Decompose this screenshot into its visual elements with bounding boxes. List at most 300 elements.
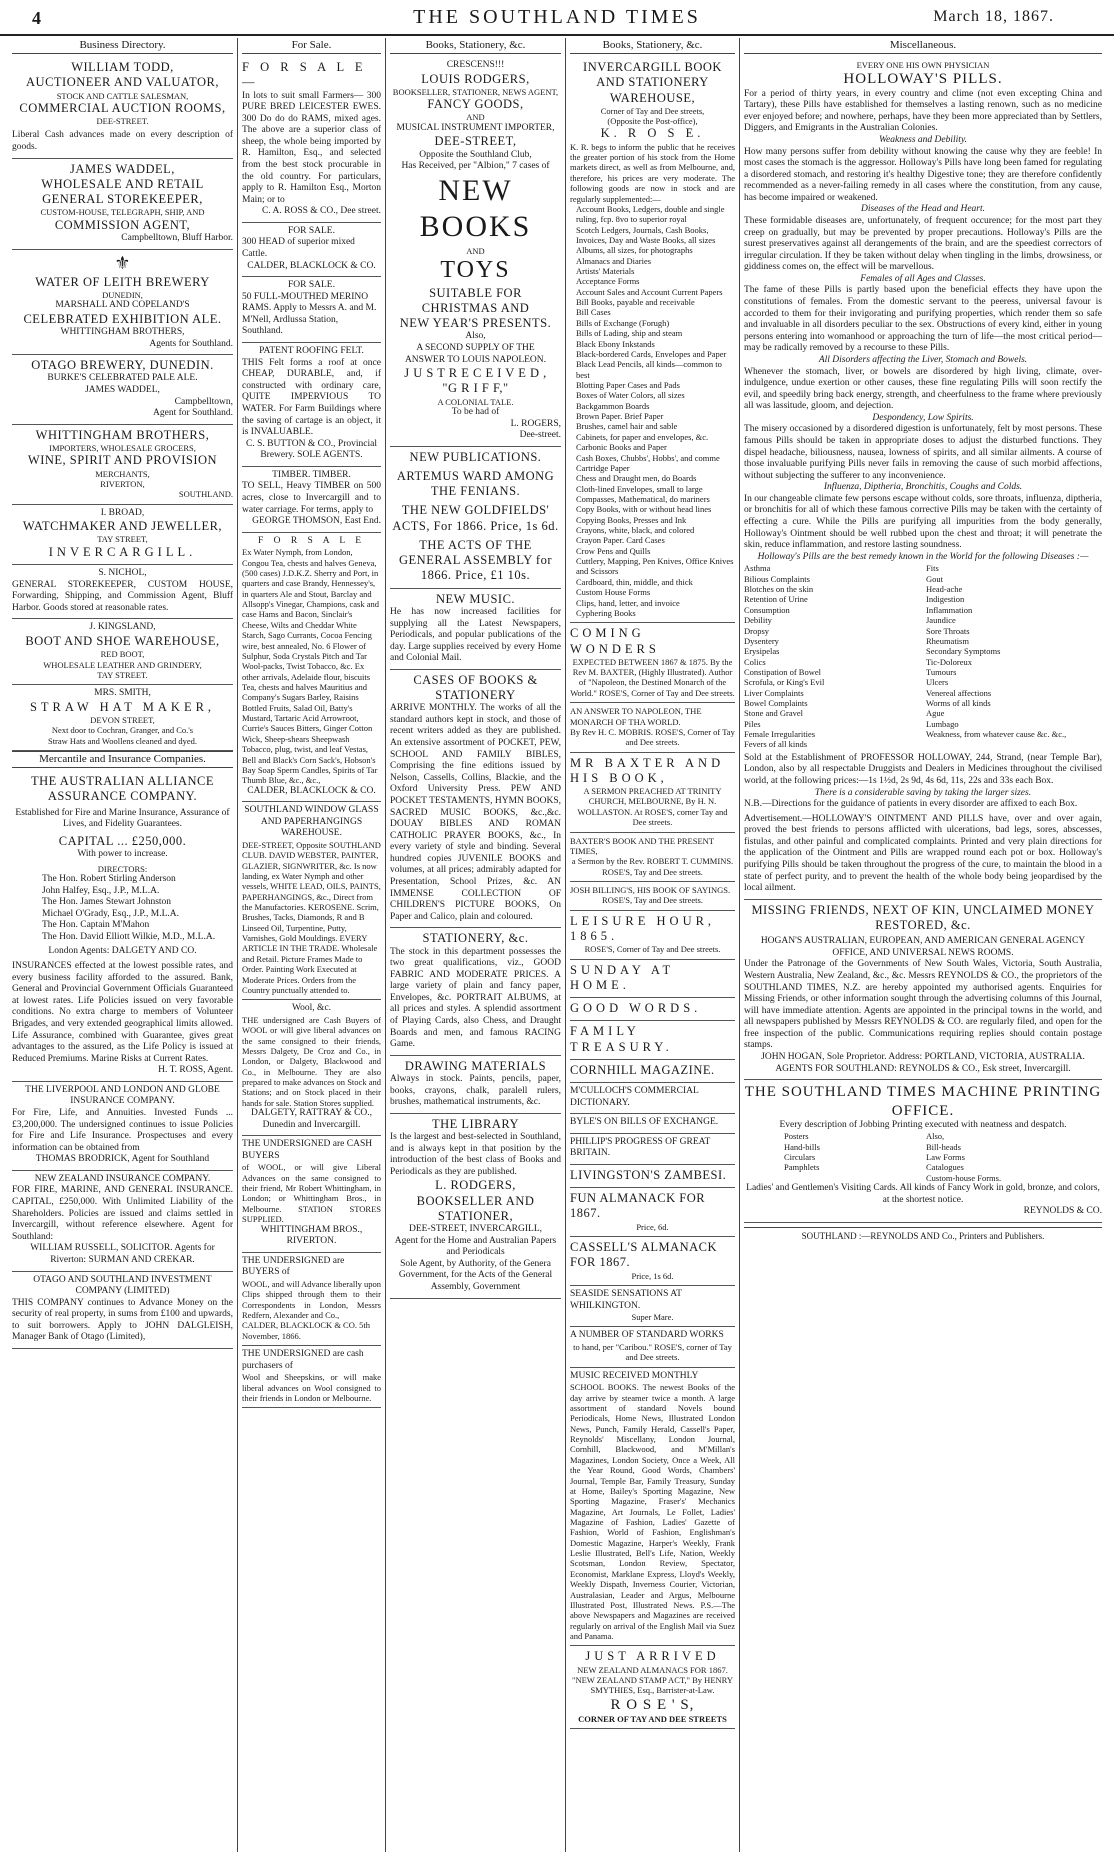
list-item: Brushes, camel hair and sable (576, 421, 678, 432)
list-item: Sore Throats (926, 625, 970, 636)
diseases-table (744, 563, 1102, 749)
ad-mcullochs-dictionary: M'CULLOCH'S COMMERCIAL DICTIONARY. (570, 1083, 735, 1114)
ad-line: K. R O S E. (600, 126, 705, 141)
ad-body: ARRIVE MONTHLY. The works of all the standard authors kept in stock, and those of recent writers added as they are published. An extensive assortment of POCKET, PEW, SCHOOL AND FAMILY BIBLES, Comprising the fine editions issued by Nelson, Cassells, Collins, Blackie, and the Oxford University Press. PEW AND POCKET TESTAMENTS, HYMN BOOKS, SACRED MUSIC BOOKS, &c.,&c. DOUAY BIBLES AND ROMAN CATHOLIC PRAYER BOOKS, &c., In every variety of style and binding. Several hundred copies JUVENILE BOOKS and volumes, at all prices; admirably adapted for Presentation, School Prizes, &c. AN IMMENSE COLLECTION OF CHILDREN'S PICTURE BOOKS, On Paper and Calico, plain and coloured. (390, 703, 561, 922)
column-books-1 (386, 38, 566, 1852)
list-item: Scrofula, or King's Evil (744, 677, 825, 688)
column-heading: For Sale. (242, 38, 381, 54)
ad-title: CASES OF BOOKS & STATIONERY (413, 672, 538, 703)
ad-line: SOUTHLAND. (178, 489, 233, 500)
ad-family-treasury: FAMILY TREASURY. (570, 1021, 735, 1060)
ad-line: (Opposite the Post-office), (607, 116, 698, 127)
ad-line: Next door to Cochran, Granger, and Co.'s (51, 725, 194, 736)
subheading: Holloway's Pills are the best remedy known in the World for the following Diseases :— (757, 551, 1089, 562)
list-item: Cardboard, thin, middle, and thick (576, 576, 693, 587)
ad-title: NEW ZEALAND INSURANCE COMPANY. (34, 1173, 211, 1184)
list-item: Bills of Exchange (Forugh) (576, 317, 670, 328)
ad-body: By Rev H. C. MOBRIS. ROSE'S, Corner of Tay and Dee streets. (570, 726, 735, 748)
ad-line: Agent for the Home and Australian Papers and Periodicals (394, 1235, 557, 1258)
ad-line: ARTEMUS WARD AMONG THE FENIANS. (396, 468, 555, 499)
ad-line: L. ROGERS, (510, 418, 561, 429)
list-item: Worms of all kinds (926, 698, 991, 709)
ad-line: LOUIS RODGERS, (421, 71, 530, 86)
ad-baxters-book (570, 833, 735, 882)
ad-line: WHITTINGHAM BROTHERS, (60, 326, 185, 337)
ad-body: DEE-STREET, Opposite SOUTHLAND CLUB. DAVID WEBSTER, PAINTER, GLAZIER, SIGNWRITER, &c. Is now landing, ex Water Nymph and other vessels, WHITE LEAD, OILS, PAINTS, PAPERHANGINGS, &c., Direct from the Manufactories. KEROSENE. Scrim, Brushes, Tacks, Diamonds, R and B Linseed Oil, Turpentine, Putty, Varnishes, Gold Mouldings. EVERY ARTICLE IN THE TRADE. Wholesale and Retail. Picture Frames Made to Order. Painting Work Executed at Moderate Prices. Orders from the Country punctually attended to. (242, 839, 381, 995)
list-item: Bill-heads (926, 1141, 961, 1152)
ad-line: MUSICAL INSTRUMENT IMPORTER, (396, 122, 555, 133)
ad-title: CASSELL'S ALMANACK FOR 1867. (570, 1240, 718, 1270)
ad-josh-billings (570, 882, 735, 911)
list-item: Ague (926, 708, 945, 719)
ad-body: of WOOL, or will give Liberal Advances on the same consigned to their friend, Mr Robert Whittingham, in London; or Whittingham Bros., in Melbourne. STATION STORES SUPPLIED. (242, 1162, 381, 1225)
column-for-sale (238, 38, 386, 1852)
ad-body: WOOL, and will Advance liberally upon Clips shipped through them to their Correspondents in London, Messrs Redfern, Alexander and Co., (242, 1278, 381, 1320)
ad-body: Is the largest and best-selected in Southland, and is always kept in that position by the introduction of the best class of Books and Periodicals as they are published. (390, 1131, 561, 1177)
list-item: Gout (926, 573, 943, 584)
list-item: Copying Books, Presses and Ink (576, 514, 687, 525)
ad-line: DUNEDIN, (102, 289, 143, 300)
list-item: Circulars (784, 1152, 816, 1163)
ad-body: FOR FIRE, MARINE, AND GENERAL INSURANCE. CAPITAL, £250,000. With Unlimited Liability of the Shareholders. Policies are issued and claims settled in Invercargill, without reference elsewhere. Agent for Southland: (12, 1185, 233, 1242)
list-item: Brown Paper. Brief Paper (576, 411, 664, 422)
ad-title: MISSING FRIENDS, NEXT OF KIN, UNCLAIMED MONEY RESTORED, &c. (751, 902, 1095, 933)
ad-line: WHOLESALE LEATHER AND GRINDERY, (43, 659, 202, 670)
ad-louis-rodgers (390, 57, 561, 447)
ad-signature: WILLIAM RUSSELL, SOLICITOR. Agents for Riverton: SURMAN AND CREKAR. (30, 1243, 215, 1265)
ad-title: WHITTINGHAM BROTHERS, (35, 427, 210, 442)
list-item: Account Books, Ledgers, double and single ruling, fcp. 8vo to superior royal (576, 203, 725, 225)
list-item: Constipation of Bowel (744, 666, 821, 677)
ad-title: HOLLOWAY'S PILLS. (843, 71, 1003, 88)
list-item: Jaundice (926, 615, 956, 626)
ad-body: For Fire, Life, and Annuities. Invested Funds ... £3,200,000. The undersigned continues to issue Policies for Fire and Life Insurance. Prospectuses and every information can be obtained from (12, 1108, 233, 1153)
ad-body: N.B.—Directions for the guidance of patients in every disorder are affixed to each Box. (744, 799, 1078, 810)
ad-body: Established for Fire and Marine Insurance, Assurance of Lives, and Fidelity Guarantees. (15, 807, 230, 830)
ad-line: Dee-street. (519, 430, 561, 441)
ad-mrs-smith (12, 685, 233, 751)
ad-coming-wonders (570, 623, 735, 703)
list-item: Cabinets, for paper and envelopes, &c. (576, 431, 709, 442)
ad-body: In our changeable climate few persons escape without colds, sore throats, influenza, diptheria, or bronchitis for all of which these famous corrective Pills may be taken with the certainty of effecting a cure. While the Pills are purifying all impurities from the body generally, Holloway's Ointment should be well rubbed upon the chest and throat; it will penetrate the skin, reduce inflammation, and restore lasting soundness. (744, 493, 1102, 551)
ad-body: ROSE'S, Tay and Dee streets. (602, 895, 703, 906)
ad-line: THE ACTS OF THE GENERAL ASSEMBLY for 1866. Price, £1 10s. (399, 537, 552, 583)
ad-title: COMING WONDERS (570, 626, 660, 656)
column-heading: Books, Stationery, &c. (570, 38, 735, 54)
director-name: The Hon. Captain M'Mahon (42, 920, 150, 931)
ad-body: A SERMON PREACHED AT TRINITY CHURCH, MELBOURNE, By H. N. WOLLASTON. At ROSE'S, corner Tay and Dee streets. (577, 786, 728, 828)
ad-the-library (390, 1114, 561, 1299)
list-item: Cartridge Paper (576, 462, 630, 473)
ad-for-sale-goods (242, 533, 381, 802)
list-item: Crayons, white, black, and colored (576, 525, 695, 536)
ad-sunday-at-home: SUNDAY AT HOME. (570, 960, 735, 999)
ad-note: There is a considerable saving by taking the larger sizes. (814, 787, 1032, 798)
ad-line: RED BOOT, (100, 649, 145, 660)
ad-title: BAXTER'S BOOK AND THE PRESENT TIMES, (570, 835, 714, 856)
ad-answer-to-napoleon (570, 703, 735, 752)
list-item: Piles (744, 718, 761, 729)
capital-line: CAPITAL ... £250,000. (58, 833, 187, 848)
ad-title: NEW PUBLICATIONS. (409, 449, 542, 464)
ad-body: THIS COMPANY continues to Advance Money on the security of real property, in sums from £100 and upwards, to suit borrowers. Apply to JOHN DALGLEISH, Manager Bank of Otago (Limited), (12, 1297, 233, 1343)
list-item: Almanacs and Diaries (576, 255, 652, 266)
ad-line: TAY STREET. (97, 669, 148, 680)
ad-window-glass (242, 802, 381, 1000)
ad-title: MR BAXTER AND HIS BOOK, (570, 755, 725, 785)
director-name: Michael O'Grady, Esq., J.P., M.L.A. (42, 908, 179, 919)
ad-invercargill-book-warehouse (570, 57, 735, 623)
ad-title: NEW MUSIC. (435, 591, 516, 606)
list-item: Pamphlets (784, 1162, 820, 1173)
ad-holloways-pills (744, 57, 1102, 900)
ad-title: THE UNDERSIGNED are BUYERS of (242, 1255, 345, 1278)
ad-title: LEISURE HOUR, 1865. (570, 913, 716, 943)
ad-otago-brewery (12, 355, 233, 425)
ad-line: FANCY GOODS, (427, 97, 524, 112)
page-number: 4 (32, 8, 41, 28)
column-miscellaneous (740, 38, 1106, 1852)
ad-whittingham-brothers (12, 425, 233, 505)
ad-body: K. R. begs to inform the public that he receives the greater portion of his stock from the Home markets direct, as well as from Melbourne, and, therefore, his prices are very moderate. The following goods are now in stock and are regularly supplemented:— (570, 141, 735, 204)
ad-s-nichol (12, 565, 233, 619)
ad-body: How many persons suffer from debility without knowing the cause why they are feeble! In most cases the stomach is the aggressor. Holloway's Pills have long been famed for regulating a disordered stomach, and restoring it's healthy Digestive tone; they are therefore confidently recommended as a never-failing remedy in all cases where the constitution, from any cause, has become impaired or weakened. (744, 146, 1102, 203)
ad-wool-dalgety (242, 1000, 381, 1136)
ad-signature: JOHN HOGAN, Sole Proprietor. Address: PORTLAND, VICTORIA, AUSTRALIA. AGENTS FOR SOUTHLAND: REYNOLDS & CO., Esk street, Invercargill. (761, 1052, 1085, 1074)
capital-note: With power to increase. (77, 849, 168, 860)
ad-body: These formidable diseases are, unfortunately, of frequent occurence; for the most part they creep on gradually, but may be prevented by proper precautions. Holloway's Pills are the surest preservatives against all derangements of the brain, and are the speediest correctors of irregular circulation. If they be taken without delay when tingling in the limbs, drowsiness, or giddiness comes on, the effect will be marvellous. (744, 216, 1102, 273)
ad-line: IMPORTERS, WHOLESALE GROCERS, (49, 442, 196, 453)
ad-line: Corner of Tay and Dee streets, (600, 105, 705, 116)
ad-signature: H. T. ROSS, Agent. (158, 1065, 233, 1076)
list-item: Dysentery (744, 635, 779, 646)
ad-line: COMMERCIAL AUCTION ROOMS, (19, 100, 226, 115)
list-item: Crow Pens and Quills (576, 545, 651, 556)
ad-signature: CALDER, BLACKLOCK & CO. (247, 785, 376, 796)
ad-title: Wool, &c. (291, 1003, 332, 1014)
ad-line: DEE-STREET, INVERCARGILL, (408, 1224, 543, 1235)
list-item: Albums, all sizes, for photographs (576, 245, 693, 256)
list-item: Bilious Complaints (744, 573, 810, 584)
ad-title: WILLIAM TODD, (71, 60, 174, 74)
ad-line: Also, (465, 331, 486, 342)
ad-title: STATIONERY, &c. (422, 931, 529, 946)
ad-body: Advertisement.—HOLLOWAY'S OINTMENT AND PILLS have, over and over again, proved the best friends to persons afflicted with ulcerations, bad legs, sores, abscesses, fistulas, and other painful and complicated complaints. Printed and very plain directions for the application of the Ointment and Pills are wrapped round each pot or box. Holloway's purifying Pills should be taken throughout the progress of the cure, to maintain the blood in a state of perfect purity, and to prevent the health of the whole body being jeopardised by the local ailment. (744, 813, 1102, 894)
ad-nz-insurance (12, 1171, 233, 1272)
ad-line: CELEBRATED EXHIBITION ALE. (23, 311, 222, 326)
ad-title: J. KINGSLAND, (89, 622, 156, 633)
ad-body: Always in stock. Paints, pencils, paper, books, crayons, chalk, paralell rulers, brushes, mathematical instruments, &c. (390, 1074, 561, 1108)
ad-subtitle: HOGAN'S AUSTRALIAN, EUROPEAN, AND AMERICAN GENERAL AGENCY OFFICE, AND UNIVERSAL NEWS ROOMS. (760, 936, 1086, 958)
list-item: Crayon Paper. Card Cases (576, 535, 665, 546)
ad-body: Liberal Cash advances made on every description of goods. (12, 130, 233, 153)
ad-title: INVERCARGILL BOOK AND STATIONERY WAREHOUSE, (583, 60, 722, 105)
ad-title: SEASIDE SENSATIONS AT WHILKINGTON. (570, 1288, 682, 1311)
list-item: Bowel Complaints (744, 698, 808, 709)
ad-body: For a period of thirty years, in every country and clime (not even excepting China and Tartary), these Pills have established for themselves a lasting renown, such as no medicine ever enjoyed before; and nowhere, perhaps, have they been more appreciated than by Settlers, Diggers, and Emigrants in the Australian Colonies. (744, 88, 1102, 134)
subheading: All Disorders affecting the Liver, Stomach and Bowels. (818, 354, 1028, 365)
ad-water-of-leith (12, 250, 233, 356)
ad-new-music (390, 589, 561, 670)
ad-line: To be had of (451, 406, 500, 417)
ad-body: In lots to suit small Farmers— 300 PURE BRED LEICESTER EWES. 300 Do do do RAMS, mixed ages. The above are a superior class of sheep, the whole being imported by R. Hamilton, Esq., and selected from the best stock procurable in the old country. For particulars, apply to R. Hamilton Esq., Morton Main; or to (242, 90, 381, 205)
ad-missing-friends (744, 900, 1102, 1080)
subheading: Despondency, Low Spirits. (872, 412, 974, 423)
ad-body: a Sermon by the Rev. ROBERT T. CUMMINS. ROSE'S, Tay and Dee streets. (571, 856, 734, 877)
ad-title: F O R S A L E (257, 535, 366, 546)
ad-line: MARSHALL AND COPELAND'S (55, 300, 190, 311)
ad-body: Price, 6d. (636, 1221, 669, 1232)
subheading: Females of all Ages and Classes. (860, 273, 986, 284)
list-item: Venereal affections (926, 687, 992, 698)
ad-body: Price, 1s 6d. (631, 1270, 674, 1281)
ad-title: WATER OF LEITH BREWERY (35, 274, 210, 289)
ad-body: 50 FULL-MOUTHED MERINO RAMS. Apply to Messrs A. and M. M'Nell, Ardlussa Station, Southland. (242, 291, 377, 337)
ad-kicker: EVERY ONE HIS OWN PHYSICIAN (856, 60, 990, 70)
newspaper-title: THE SOUTHLAND TIMES (413, 6, 701, 28)
ad-line: WATCHMAKER AND JEWELLER, (22, 519, 223, 534)
ad-cases-of-books (390, 670, 561, 928)
ad-phillips-progress: PHILLIP'S PROGRESS OF GREAT BRITAIN. (570, 1134, 735, 1165)
masthead (0, 0, 1114, 36)
ad-standard-works (570, 1327, 735, 1367)
list-item: Debility (744, 615, 772, 626)
headline-toys: TOYS (440, 257, 511, 284)
ad-title: F O R S A L E — (242, 60, 367, 90)
list-item: Weakness, from whatever cause &c. &c., (926, 729, 1067, 740)
list-item: Retention of Urine (744, 594, 808, 605)
ad-line: JAMES WADDEL, (85, 384, 160, 395)
ad-line: WHOLESALE AND RETAIL (41, 176, 204, 191)
ad-body: SCHOOL BOOKS. The newest Books of the day arrive by steamer twice a month. A large assortment of standard Novels bound Periodicals, Home News, Illustrated London News, Punch, Family Herald, Cassell's Paper, Reynolds' Miscellany, London Journal, Cornhill, Blackwood, and M'Millan's Magazines, London Society, Once a Week, All the Year Round, Good Words, Chambers' Journal, Temple Bar, Family Treasury, Sunday at Home, Bailey's Sporting Magazine, New Sporting Magazine, Fraser's' Mechanics Magazine, Art Journals, Le Follet, Ladies' Magazine of Fashion, Ladies' Gazette of Fashion, World of Fashion, Englishman's Domestic Magazine, Harper's Weekly, Frank Leslie Illustrated, Bell's Life, Nation, Weekly Scotsman, London Review, Spectator, Economist, Marklane Express, Lloyd's Weekly, Weekly Dispath, Inverness Courier, Victorian, Australasian, Leader and Argus, Melbourne Illustrated Post, Illustrated News. P.S.—The above Newspapers and Magazines are received regularly on arrival of the English Mail via Suez and Panama. (570, 1382, 735, 1641)
list-item: Stone and Gravel (744, 708, 804, 719)
list-item: Hand-bills (784, 1141, 820, 1152)
ad-just-arrived (570, 1646, 735, 1729)
printer-imprint: SOUTHLAND :—REYNOLDS AND Co., Printers and Publishers. (744, 1227, 1102, 1241)
list-item: Female Irregularities (744, 729, 816, 740)
ad-title: A NUMBER OF STANDARD WORKS (570, 1330, 724, 1341)
list-item: Secondary Symptoms (926, 646, 1001, 657)
ad-signature: GEORGE THOMSON, East End. (252, 516, 381, 527)
ad-line: J U S T R E C E I V E D , (404, 366, 547, 381)
ad-title: THE LIVERPOOL AND LONDON AND GLOBE INSURANCE COMPANY. (25, 1084, 220, 1107)
ad-wool-calder (242, 1253, 381, 1346)
director-name: The Hon. Robert Stirling Anderson (42, 874, 176, 885)
ad-stationery (390, 928, 561, 1055)
list-item: Fits (926, 563, 939, 574)
list-item: Blotches on the skin (744, 584, 814, 595)
ad-body: EXPECTED BETWEEN 1867 & 1875. By the Rev M. BAXTER, (Highly Illustrated). Author of "Napoleon, the Destined Monarch of the World." ROSE'S, Corner of Tay and Dee streets. (570, 656, 735, 698)
ad-body: The fame of these Pills is partly based upon the beneficial effects they have upon the constitutions of females. From the domestic servant to the peeress, universal favour is accorded to them for their invigorating and purifying properties, which render them so safe and invaluable in all disorders peculiar to the sex. Obstructions of every kind, either in young persons entering into womanhood or approaching the turn of life—the most critical period—may be radically removed by a recourse to these Pills. (744, 285, 1102, 354)
ad-body: Wool and Sheepskins, or will make liberal advances on Wool consigned to their friends in London or Melbourne. (242, 1372, 381, 1403)
ad-cassells-almanack (570, 1237, 735, 1286)
ad-livingstons-zambesi: LIVINGSTON'S ZAMBESI. (570, 1165, 735, 1188)
column-heading: Business Directory. (12, 38, 233, 54)
ad-new-publications (390, 447, 561, 589)
ad-title: SOUTHLAND WINDOW GLASS AND PAPERHANGINGS WAREHOUSE. (244, 805, 379, 839)
ad-title: FOR SALE. (288, 280, 335, 291)
ad-line: BURKE'S CELEBRATED PALE ALE. (47, 373, 198, 384)
ad-title: JOSH BILLING'S, HIS BOOK OF SAYINGS. (570, 885, 731, 895)
ad-line: CUSTOM-HOUSE, TELEGRAPH, SHIP, AND (40, 207, 205, 218)
ad-timber (242, 467, 381, 533)
ad-australian-alliance (12, 771, 233, 1082)
ad-body: to hand, per "Caribou." ROSE'S, corner of Tay and Dee streets. (573, 1342, 732, 1363)
ad-title: CRESCENS!!! (446, 60, 505, 70)
ad-line: ANSWER TO LOUIS NAPOLEON. (404, 354, 547, 365)
stock-list (570, 204, 735, 618)
ad-title: OTAGO BREWERY, DUNEDIN. (31, 358, 214, 373)
ad-line: INVERCARGILL. (48, 544, 197, 559)
list-item: Asthma (744, 563, 771, 574)
list-item: Clips, hand, letter, and invoice (576, 597, 680, 608)
column-heading: Miscellaneous. (744, 38, 1102, 54)
list-item: Tumours (926, 666, 957, 677)
ad-body: THIS Felt forms a roof at once CHEAP, DURABLE, and, if constructed with ordinary care, QUITE IMPERVIOUS TO WATER. For Farm Buildings where the saving of cartage is an object, it is INVALUABLE. (242, 357, 381, 438)
ad-signature: DALGETY, RATTRAY & CO., Dunedin and Invercargill. (250, 1108, 373, 1130)
list-item: Catalogues (926, 1162, 964, 1173)
list-item: Bill Books, payable and receivable (576, 297, 695, 308)
ad-line: BOOT AND SHOE WAREHOUSE, (25, 633, 220, 648)
list-item: Chess and Draught men, do Boards (576, 473, 697, 484)
ad-title: I. BROAD, (100, 507, 145, 518)
ad-body: 300 HEAD of superior mixed Cattle. (242, 237, 355, 260)
ad-j-kingsland (12, 619, 233, 685)
ad-signature: C. A. ROSS & CO., Dee street. (261, 206, 381, 217)
ad-for-sale-sheep (242, 57, 381, 223)
ad-line: Agent for Southland. (153, 408, 233, 419)
list-item: Custom House Forms (576, 587, 651, 598)
ad-line: AND (466, 112, 485, 123)
ad-signature: REYNOLDS & CO. (1023, 1206, 1102, 1217)
ad-title: OTAGO AND SOUTHLAND INVESTMENT COMPANY (LIMITED) (33, 1274, 212, 1297)
ad-body: Whenever the stomach, liver, or bowels are disordered by high living, climate, over-indulgence, undue exertion or other causes, these fine regulating Pills will soon rectify the evil, and speedily bring back energy, strength, and cheerfulness to the frame where previously all was lassitude, gloom, and dejection. (744, 366, 1102, 412)
ad-line: THE NEW GOLDFIELDS' ACTS, For 1866. Price, 1s 6d. (392, 503, 559, 533)
ad-line: AND (466, 245, 485, 256)
ad-title: DRAWING MATERIALS (404, 1058, 547, 1073)
director-name: The Hon. James Stewart Johnston (42, 897, 172, 908)
headline-new-books: NEW BOOKS (419, 173, 532, 244)
ad-title: FOR SALE. (288, 225, 335, 236)
ad-title: FUN ALMANACK FOR 1867. (570, 1191, 706, 1221)
subheading: Diseases of the Head and Heart. (860, 204, 985, 215)
list-item: Compasses, Mathematical, do mariners (576, 493, 710, 504)
list-item: Cyphering Books (576, 607, 636, 618)
ad-line: AUCTIONEER AND VALUATOR, (26, 75, 219, 90)
ad-line: STOCK AND CATTLE SALESMAN, (56, 90, 189, 101)
list-item: Boxes of Water Colors, all sizes (576, 390, 685, 401)
ad-line: Has Received, per "Albion," 7 cases of (401, 161, 550, 172)
ad-title: PATENT ROOFING FELT. (259, 346, 364, 357)
ad-liverpool-london-globe (12, 1082, 233, 1171)
ad-line: DEVON STREET, (90, 715, 155, 726)
ad-printing-office (744, 1080, 1102, 1223)
royal-crest-icon: ⚜ (114, 252, 131, 273)
director-name: The Hon. David Elliott Wilkie, M.D., M.L.A. (42, 931, 216, 942)
list-item: Account Sales and Account Current Papers (576, 286, 723, 297)
ad-line: L. RODGERS, (435, 1178, 516, 1193)
list-item: Ulcers (926, 677, 949, 688)
ad-line: A COLONIAL TALE. (437, 396, 514, 407)
ad-line: DEE-STREET, (434, 134, 517, 149)
ad-i-broad (12, 505, 233, 565)
director-name: John Halfey, Esq., J.P., M.L.A. (42, 885, 160, 896)
list-item: Cloth-lined Envelopes, small to large (576, 483, 703, 494)
list-item: Black-bordered Cards, Envelopes and Paper (576, 348, 727, 359)
subheading: Weakness and Debility. (878, 134, 968, 145)
ad-title: THE SOUTHLAND TIMES MACHINE PRINTING OFFICE. (744, 1084, 1102, 1119)
list-item: Artists' Materials (576, 266, 635, 277)
ad-title: AN ANSWER TO NAPOLEON, THE MONARCH OF THA WORLD. (570, 706, 702, 727)
list-item: Acceptance Forms (576, 276, 640, 287)
list-item: Custom-house Forms. (926, 1172, 1002, 1183)
ad-signature: CALDER, BLACKLOCK & CO. 5th November, 1866. (242, 1320, 370, 1341)
ad-line: WINE, SPIRIT AND PROVISION (27, 453, 218, 468)
ad-body: The stock in this department possesses the two great qualifications, viz., GOOD FABRIC AND MODERATE PRICES. A large variety of plain and fancy paper, Envelopes, &c. PORTRAIT ALBUMS, at all prices and styles. A splendid assortment of Playing Cards, also Chess, and Draught Boards and men, and famous RACING Game. (390, 946, 561, 1050)
ad-line: Sole Agent, by Authority, of the Genera Government, for the Acts of the General Assembly, Government (398, 1258, 553, 1292)
ad-title: TIMBER. TIMBER. (272, 469, 351, 480)
ad-fun-almanack (570, 1188, 735, 1237)
section-heading: Mercantile and Insurance Companies. (12, 751, 233, 768)
list-item: Black Ebony Inkstands (576, 338, 655, 349)
list-item: Colics (744, 656, 766, 667)
list-item: Liver Complaints (744, 687, 804, 698)
list-item: Bills of Lading, ship and steam (576, 328, 683, 339)
ad-title: JUST ARRIVED (585, 1649, 720, 1664)
ad-signature: R O S E ' S, (610, 1696, 695, 1713)
ad-signature: WHITTINGHAM BROS., RIVERTON. (260, 1224, 363, 1247)
ad-title: JAMES WADDEL, (70, 161, 175, 176)
list-item: Fevers of all kinds (744, 739, 808, 750)
list-item: Also, (926, 1131, 945, 1142)
ad-otago-southland-investment (12, 1272, 233, 1349)
ad-title: S. NICHOL, (98, 568, 147, 579)
ad-title: THE LIBRARY (431, 1116, 520, 1131)
ad-body: Ladies' and Gentlemen's Visiting Cards. All kinds of Fancy Work in gold, bronze, and colors, at the shortest notice. (746, 1183, 1100, 1205)
column-heading: Books, Stationery, &c. (390, 38, 561, 54)
ad-cornhill-magazine: CORNHILL MAGAZINE. (570, 1060, 735, 1083)
list-item: Cash Boxes, Chubbs', Hobbs', and comme (576, 452, 720, 463)
printing-services (744, 1131, 1102, 1183)
ad-line: NEW YEAR'S PRESENTS. (399, 316, 552, 331)
ad-signature: C. S. BUTTON & CO., Provincial Brewery. SOLE AGENTS. (246, 438, 377, 461)
column-books-2 (566, 38, 740, 1852)
ad-signature: THOMAS BRODRICK, Agent for Southland (35, 1154, 210, 1165)
ad-james-waddel (12, 159, 233, 250)
list-item: Backgammon Boards (576, 400, 650, 411)
ad-roofing-felt (242, 343, 381, 467)
ad-line: "G R I F F," (442, 381, 509, 396)
ad-footer: CORNER OF TAY AND DEE STREETS (578, 1713, 727, 1724)
ad-body: Ex Water Nymph, from London, Congou Tea, chests and halves Geneva, (500 cases) J.D.K.Z. Sherry and Port, in quarters and case Brandy, Hennessey's, in quarters Ale and Stout, Barclay and Allsopp's Vinegar, Champions, cask and case Hams and Bacon, Sinclair's Cheese, Wilts and Cheddar White Starch, Sago Currants, Cocoa Fencing wire, best annealed, No. 6 Flower of Sulphur, Soda Crystals Pitch and Tar Wool-packs, Twist Tobacco, &c. Ex other arrivals, Adelaide flour, biscuits Tea, chests and halves Mauritius and Company's Sugars Barley, Raisins Bottled Fruits, Salad Oil, Batty's Mustard, Tartaric Acid Arrowroot, Currie's Sauces Bitters, Ginger Cotton Wick, Sheep-shears Sheepwash Tobacco, plug, twist, and leaf Vestas, Bell and Black's Corn Sack's, Hobson's Bay Soap Sperm Candles, Spirits of Tar Thumb Blue, &c., &c., (242, 547, 379, 786)
london-agents: London Agents: DALGETY AND CO. (48, 946, 197, 957)
ad-body: He has now increased facilities for supplying all the Latest Newspapers, Periodicals, and popular publications of the day. Large supplies received by every Home and Colonial Mail. (390, 606, 561, 664)
ad-line: MERCHANTS, (95, 468, 150, 479)
ad-for-sale-rams (242, 277, 381, 343)
list-item: Lumbago (926, 718, 959, 729)
ad-baxter-and-his-book (570, 753, 735, 833)
ad-title: THE UNDERSIGNED are CASH BUYERS (242, 1139, 373, 1161)
list-item: Cuttlery, Mapping, Pen Knives, Office Knives and Scissors (576, 556, 734, 577)
ad-line: Opposite the Southland Club, (419, 149, 532, 160)
list-item: Copy Books, with or without head lines (576, 504, 712, 515)
ad-title: THE UNDERSIGNED are cash purchasers of (242, 1349, 364, 1371)
list-item: Carbonic Books and Paper (576, 442, 667, 453)
ad-good-words: GOOD WORDS. (570, 998, 735, 1021)
ad-signature: CALDER, BLACKLOCK & CO. (247, 260, 376, 271)
ad-line: GENERAL STOREKEEPER, (42, 192, 203, 207)
ad-line: Campbelltown, (174, 396, 233, 407)
